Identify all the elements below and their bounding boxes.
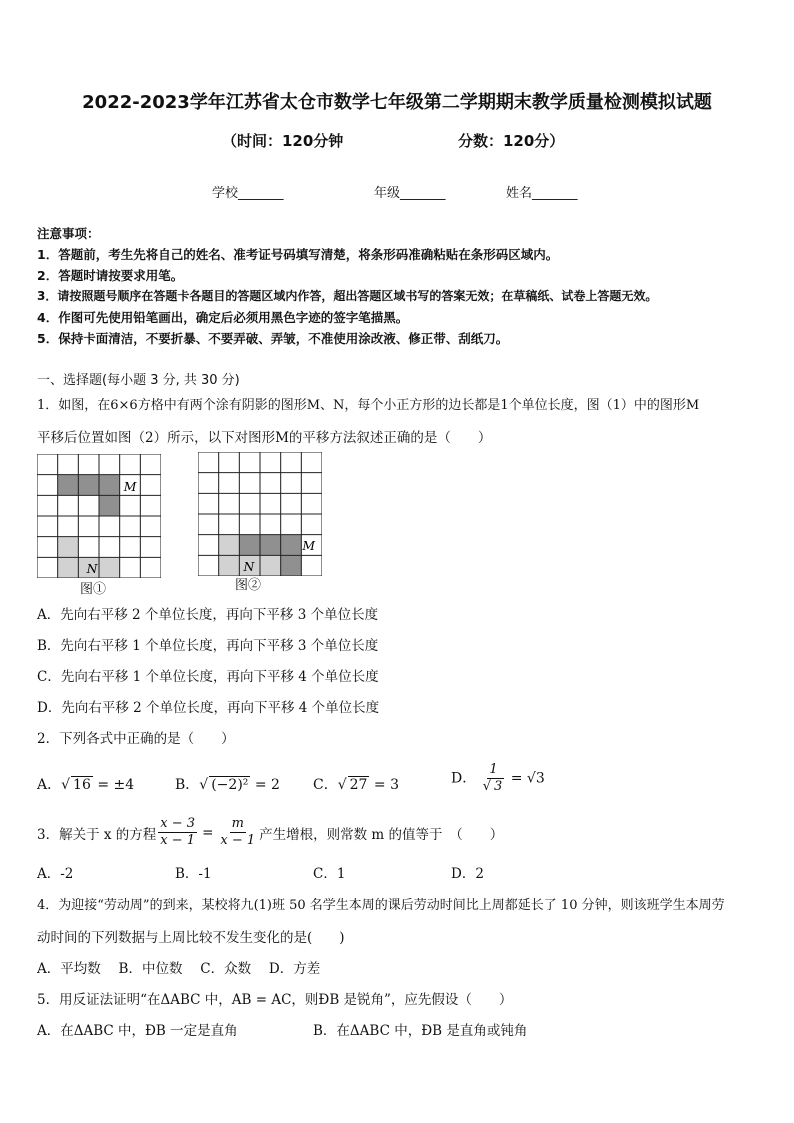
figure-1-grid — [37, 454, 161, 578]
q1-option-a: A．先向右平移 2 个单位长度，再向下平移 3 个单位长度 — [37, 607, 379, 623]
exam-time: （时间：120分钟 — [222, 132, 344, 150]
figure-2-label-n: N — [243, 558, 255, 574]
q4-stem-line1: 4．为迎接“劳动周”的到来，某校将九(1)班 50 名学生本周的课后劳动时间比上周都延长了 10 分钟，则该班学生本周劳 — [37, 898, 725, 913]
q1-stem-line2: 平移后位置如图（2）所示，以下对图形M的平移方法叙述正确的是（ ） — [37, 430, 492, 446]
q5-option-b: B．在ΔABC 中，ÐB 是直角或钝角 — [313, 1023, 528, 1039]
q3-option-c: C．1 — [313, 866, 346, 882]
figure-2-caption: 图② — [235, 578, 262, 593]
q2-stem: 2．下列各式中正确的是（ ） — [37, 731, 235, 747]
notice-item: 3．请按照题号顺序在答题卡各题目的答题区域内作答，超出答题区域书写的答案无效；在草稿纸、试卷上答题无效。 — [37, 289, 658, 303]
exam-score: 分数：120分） — [458, 132, 565, 150]
q5-stem: 5．用反证法证明“在ΔABC 中，AB = AC，则ÐB 是锐角”，应先假设（ ） — [37, 992, 513, 1008]
figure-2-label-m: M — [302, 538, 316, 554]
q3-stem: 3．解关于 x 的方程 $\frac{x - 3}{x - 1}$ = $\frac{m}{x - 1}$ 产生增根，则常数 m 的值等于 （ ） — [37, 816, 504, 848]
figure-1-label-n: N — [86, 560, 98, 576]
q4-options: A．平均数 B．中位数 C．众数 D．方差 — [37, 961, 321, 977]
exam-title: 2022-2023学年江苏省太仓市数学七年级第二学期期末教学质量检测模拟试题 — [82, 92, 712, 113]
school-field: 学校_______ — [212, 186, 284, 201]
q5-option-a: A．在ΔABC 中，ÐB 一定是直角 — [37, 1023, 238, 1039]
q3-option-d: D．2 — [451, 866, 484, 882]
q4-stem-line2: 动时间的下列数据与上周比较不发生变化的是( ) — [37, 930, 345, 946]
q1-option-d: D．先向右平移 2 个单位长度，再向下平移 4 个单位长度 — [37, 700, 380, 716]
q2-option-b: B．√ (−2)² = 2 — [175, 777, 280, 793]
q2-option-a: A．√ 16 = ±4 — [37, 777, 135, 793]
notice-heading: 注意事项： — [37, 226, 100, 241]
q3-option-b: B．-1 — [175, 866, 212, 882]
notice-item: 1．答题前，考生先将自己的姓名、准考证号码填写清楚，将条形码准确粘贴在条形码区域内。 — [37, 247, 559, 262]
q1-stem-line1: 1．如图，在6×6方格中有两个涂有阴影的图形M、N，每个小正方形的边长都是1个单位长度，图（1）中的图形M — [37, 398, 700, 413]
grade-field: 年级_______ — [374, 186, 446, 201]
notice-item: 4．作图可先使用铅笔画出，确定后必须用黑色字迹的签字笔描黑。 — [37, 310, 409, 325]
notice-item: 5．保持卡面清洁，不要折暴、不要弄破、弄皱，不准使用涂改液、修正带、刮纸刀。 — [37, 331, 509, 346]
notice-item: 2．答题时请按要求用笔。 — [37, 268, 184, 283]
q3-option-a: A．-2 — [37, 866, 74, 882]
q1-option-c: C．先向右平移 1 个单位长度，再向下平移 4 个单位长度 — [37, 669, 379, 685]
q2-option-c: C．√ 27 = 3 — [313, 777, 400, 793]
figure-2-grid — [198, 452, 322, 576]
figure-1-label-m: M — [123, 479, 137, 495]
name-field: 姓名_______ — [506, 186, 578, 201]
q1-option-b: B．先向右平移 1 个单位长度，再向下平移 3 个单位长度 — [37, 638, 379, 654]
q2-option-d: D． $\frac{1}{√ 3}$ = √3 — [451, 762, 545, 794]
section-heading: 一、选择题(每小题 3 分, 共 30 分) — [37, 373, 240, 388]
figure-1-caption: 图① — [80, 582, 107, 597]
